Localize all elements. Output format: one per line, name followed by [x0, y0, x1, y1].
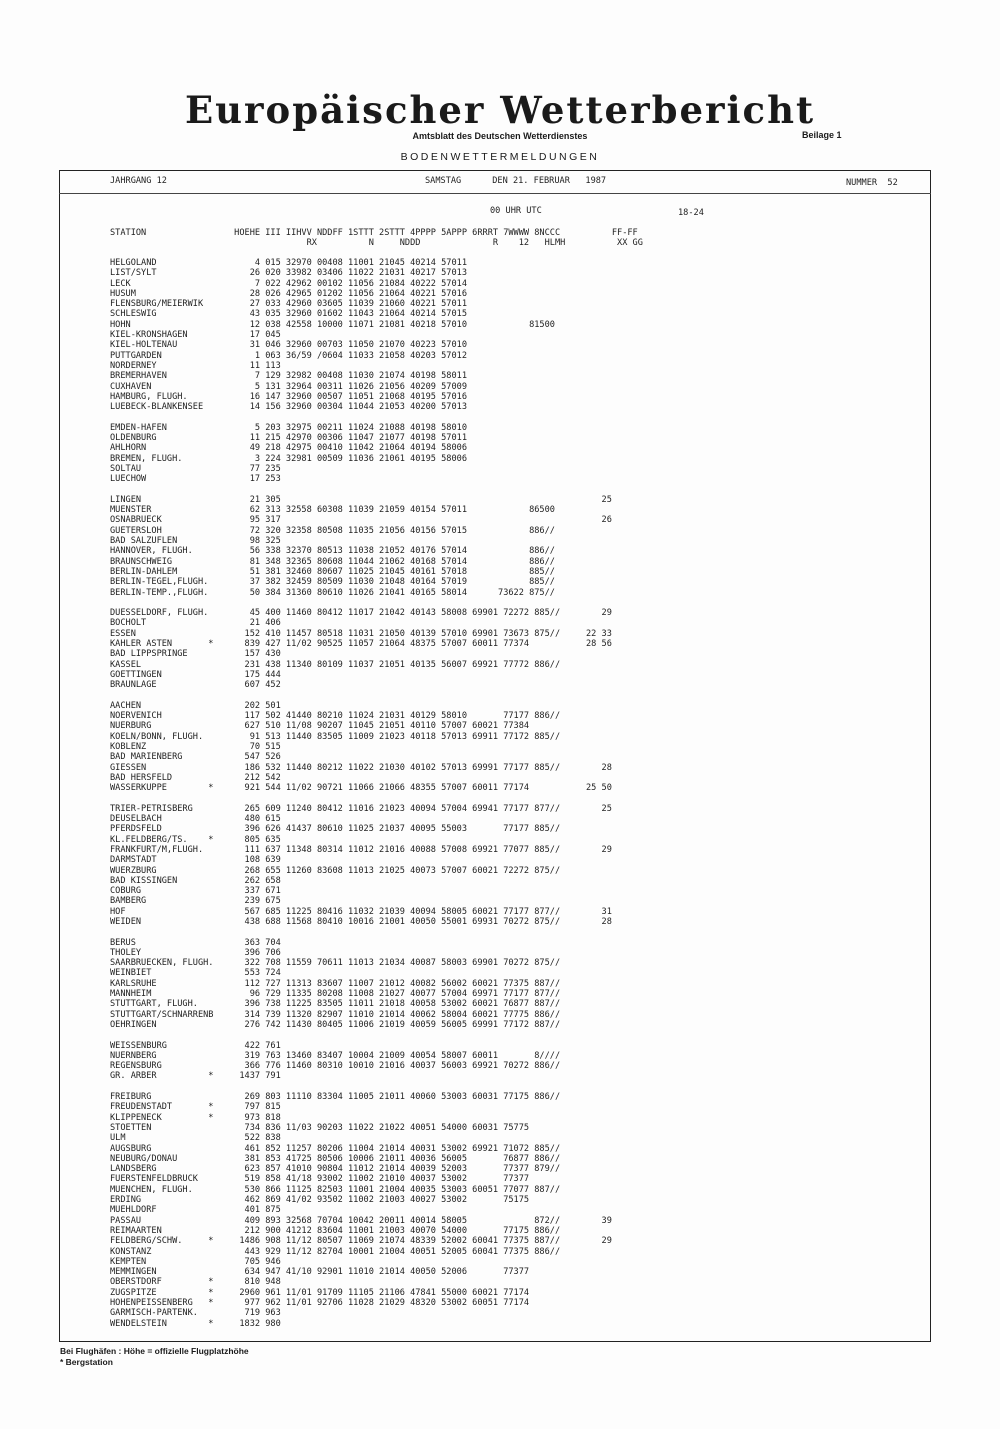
- station-row: ERDING 462 869 41/02 93502 11002 21003 40027 53002 75175: [110, 1195, 530, 1206]
- station-row: HOHN 12 038 42558 10000 11071 21081 40218 57010 81500: [110, 319, 555, 330]
- station-row: BERLIN-DAHLEM 51 381 32460 80607 11025 21045 40161 57018 885//: [110, 566, 555, 577]
- station-row: KIEL-HOLTENAU 31 046 32960 00703 11050 21070 40223 57010: [110, 340, 467, 351]
- station-row: TRIER-PETRISBERG 265 609 11240 80412 11016 21023 40094 57004 69941 77177 877// 25: [110, 803, 612, 814]
- station-row: SAARBRUECKEN, FLUGH. 322 708 11559 70611 11013 21034 40087 58003 69901 70272 875//: [110, 958, 561, 969]
- station-row: MANNHEIM 96 729 11335 80208 11008 21027 40077 57004 69971 77177 877//: [110, 989, 561, 1000]
- station-row: WEISSENBURG 422 761: [110, 1040, 281, 1051]
- station-row: KARLSRUHE 112 727 11313 83607 11007 21012 40082 56002 60021 77375 887//: [110, 978, 561, 989]
- station-row: KEMPTEN 705 946: [110, 1256, 281, 1267]
- group-spacer: [110, 1082, 612, 1092]
- station-row: OLDENBURG 11 215 42970 00306 11047 21077 40198 57011: [110, 433, 467, 444]
- column-header-row-2: RX N NDDD R 12 HLMH XX GG: [110, 238, 643, 248]
- station-row: LANDSBERG 623 857 41010 90804 11012 21014 40039 52003 77377 879//: [110, 1164, 561, 1175]
- station-row: WASSERKUPPE * 921 544 11/02 90721 11066 21066 48355 57007 60011 77174 25 50: [110, 783, 612, 794]
- station-row: KONSTANZ 443 929 11/12 82704 10001 21004 40051 52005 60041 77375 886//: [110, 1246, 561, 1257]
- station-row: OEHRINGEN 276 742 11430 80405 11006 21019 40059 56005 69991 77172 887//: [110, 1019, 561, 1030]
- station-row: KLIPPENECK * 973 818: [110, 1112, 281, 1123]
- station-row: BREMEN, FLUGH. 3 224 32981 00509 11036 21061 40195 58006: [110, 453, 467, 464]
- station-row: HELGOLAND 4 015 32970 00408 11001 21045 40214 57011: [110, 258, 467, 268]
- station-row: BERLIN-TEMP.,FLUGH. 50 384 31360 80610 11026 21041 40165 58014 73622 875//: [110, 587, 555, 598]
- station-row: AACHEN 202 501: [110, 700, 281, 711]
- date-label: SAMSTAG DEN 21. FEBRUAR 1987: [425, 176, 607, 186]
- station-row: BAD HERSFELD 212 542: [110, 772, 281, 783]
- station-row: KAHLER ASTEN * 839 427 11/02 90525 11057 21064 48375 57007 60011 77374 28 56: [110, 638, 612, 649]
- station-row: NORDERNEY 11 113: [110, 360, 281, 371]
- station-row: GARMISCH-PARTENK. 719 963: [110, 1308, 281, 1319]
- station-row: LUEBECK-BLANKENSEE 14 156 32960 00304 11044 21053 40200 57013: [110, 402, 467, 413]
- station-row: WEIDEN 438 688 11568 80410 10016 21001 40050 55001 69931 70272 875// 28: [110, 917, 612, 927]
- station-row: FREIBURG 269 803 11110 83304 11005 21011 40060 53003 60031 77175 886//: [110, 1092, 561, 1103]
- column-header-row-1: STATION HOEHE III IIHVV NDDFF 1STTT 2STTT 4PPPP 5APPP 6RRRT 7WWWW 8NCCC FF-FF: [110, 228, 638, 238]
- station-row: FREUDENSTADT * 797 815: [110, 1102, 281, 1113]
- station-row: KOELN/BONN, FLUGH. 91 513 11440 83505 11009 21023 40118 57013 69911 77172 885//: [110, 731, 561, 742]
- group-spacer: [110, 1030, 612, 1040]
- station-row: NUERNBERG 319 763 13460 83407 10004 21009 40054 58007 60011 8////: [110, 1050, 561, 1061]
- station-row: BAD SALZUFLEN 98 325: [110, 536, 281, 547]
- supplement-label: Beilage 1: [802, 130, 842, 140]
- station-row: WENDELSTEIN * 1832 980: [110, 1318, 281, 1329]
- gust-period-label: 18-24: [678, 208, 704, 218]
- group-spacer: [110, 412, 612, 422]
- station-row: GUETERSLOH 72 320 32358 80508 11035 21056 40156 57015 886//: [110, 525, 555, 536]
- station-row: COBURG 337 671: [110, 886, 281, 897]
- station-row: BERUS 363 704: [110, 937, 281, 948]
- section-heading: BODENWETTERMELDUNGEN: [400, 151, 600, 163]
- station-row: FELDBERG/SCHW. * 1486 908 11/12 80507 11069 21074 48339 52002 60041 77375 887// 29: [110, 1236, 612, 1247]
- station-row: HUSUM 28 026 42965 01202 11056 21064 40221 57016: [110, 288, 467, 299]
- station-row: GOETTINGEN 175 444: [110, 669, 281, 680]
- station-row: LECK 7 022 42962 00102 11056 21084 40222 57014: [110, 278, 467, 289]
- header-divider: [59, 193, 931, 194]
- station-row: WUERZBURG 268 655 11260 83608 11013 21025 40073 57007 60021 72272 875//: [110, 865, 561, 876]
- station-row: HOHENPEISSENBERG * 977 962 11/01 92706 11028 21029 48320 53002 60051 77174: [110, 1297, 530, 1308]
- station-row: KASSEL 231 438 11340 80109 11037 21051 40135 56007 69921 77772 886//: [110, 659, 561, 670]
- station-row: BRAUNSCHWEIG 81 348 32365 80608 11044 21062 40168 57014 886//: [110, 556, 555, 567]
- station-row: FLENSBURG/MEIERWIK 27 033 42960 03605 11039 21060 40221 57011: [110, 299, 467, 310]
- station-row: NUERBURG 627 510 11/08 90207 11045 21051 40110 57007 60021 77384: [110, 721, 530, 732]
- page-subtitle: Amtsblatt des Deutschen Wetterdienstes: [412, 131, 588, 141]
- station-row: THOLEY 396 706: [110, 947, 281, 958]
- station-row: AUGSBURG 461 852 11257 80206 11004 21014 40031 53002 69921 71072 885//: [110, 1143, 561, 1154]
- station-row: ESSEN 152 410 11457 80518 11031 21050 40139 57010 69901 73673 875// 22 33: [110, 628, 612, 639]
- station-row: KL.FELDBERG/TS. * 805 635: [110, 834, 281, 845]
- station-row: STUTTGART, FLUGH. 396 738 11225 83505 11011 21018 40058 53002 60021 76877 887//: [110, 999, 561, 1010]
- station-row: KIEL-KRONSHAGEN 17 045: [110, 330, 281, 341]
- station-row: ULM 522 838: [110, 1133, 281, 1144]
- station-row: MUENCHEN, FLUGH. 530 866 11125 82503 11001 21004 40035 53003 60051 77077 887//: [110, 1184, 561, 1195]
- station-row: BAD LIPPSPRINGE 157 430: [110, 649, 281, 660]
- station-row: GIESSEN 186 532 11440 80212 11022 21030 40102 57013 69991 77177 885// 28: [110, 762, 612, 773]
- station-row: MUEHLDORF 401 875: [110, 1205, 281, 1216]
- group-spacer: [110, 793, 612, 803]
- station-row: MUENSTER 62 313 32558 60308 11039 21059 40154 57011 86500: [110, 505, 555, 516]
- station-row: MEMMINGEN 634 947 41/10 92901 11010 21014 40050 52006 77377: [110, 1267, 530, 1278]
- station-row: WEINBIET 553 724: [110, 968, 281, 979]
- group-spacer: [110, 690, 612, 700]
- station-row: BAD MARIENBERG 547 526: [110, 752, 281, 763]
- footnote-mountain-station: * Bergstation: [60, 1357, 113, 1367]
- station-row: EMDEN-HAFEN 5 203 32975 00211 11024 21088 40198 58010: [110, 422, 467, 433]
- station-row: DEUSELBACH 480 615: [110, 814, 281, 825]
- station-row: NEUBURG/DONAU 381 853 41725 80506 10006 21011 40036 56005 76877 886//: [110, 1153, 561, 1164]
- station-row: SOLTAU 77 235: [110, 463, 281, 474]
- station-row: BREMERHAVEN 7 129 32982 00408 11030 21074 40198 58011: [110, 371, 467, 382]
- station-row: OBERSTDORF * 810 948: [110, 1277, 281, 1288]
- station-row: LIST/SYLT 26 020 33982 03406 11022 21031 40217 57013: [110, 268, 467, 279]
- group-spacer: [110, 927, 612, 937]
- station-row: PFERDSFELD 396 626 41437 80610 11025 21037 40095 55003 77177 885//: [110, 824, 561, 835]
- station-row: BAD KISSINGEN 262 658: [110, 875, 281, 886]
- station-row: LINGEN 21 305 25: [110, 494, 612, 505]
- station-row: BOCHOLT 21 406: [110, 618, 281, 629]
- station-row: LUECHOW 17 253: [110, 474, 281, 485]
- station-row: STUTTGART/SCHNARRENB 314 739 11320 82907 11010 21014 40062 58004 60021 77775 886//: [110, 1009, 561, 1020]
- group-spacer: [110, 485, 612, 495]
- station-row: OSNABRUECK 95 317 26: [110, 515, 612, 526]
- station-row: BERLIN-TEGEL,FLUGH. 37 382 32459 80509 11030 21048 40164 57019 885//: [110, 577, 555, 588]
- station-row: SCHLESWIG 43 035 32960 01602 11043 21064 40214 57015: [110, 309, 467, 320]
- station-row: BAMBERG 239 675: [110, 896, 281, 907]
- station-row: HANNOVER, FLUGH. 56 338 32370 80513 11038 21052 40176 57014 886//: [110, 546, 555, 557]
- station-row: DUESSELDORF, FLUGH. 45 400 11460 80412 11017 21042 40143 58008 69901 72272 885// 29: [110, 608, 612, 619]
- group-spacer: [110, 598, 612, 608]
- station-row: STOETTEN 734 836 11/03 90203 11022 21022 40051 54000 60031 75775: [110, 1122, 530, 1133]
- volume-label: JAHRGANG 12: [110, 176, 167, 186]
- observation-time: 00 UHR UTC: [490, 206, 542, 216]
- station-row: HOF 567 685 11225 80416 11032 21039 40094 58005 60021 77177 877// 31: [110, 906, 612, 917]
- footnote-airports: Bei Flughäfen : Höhe = offizielle Flugplatzhöhe: [60, 1346, 249, 1356]
- station-row: BRAUNLAGE 607 452: [110, 680, 281, 691]
- station-row: HAMBURG, FLUGH. 16 147 32960 00507 11051 21068 40195 57016: [110, 391, 467, 402]
- station-row: FUERSTENFELDBRUCK 519 858 41/18 93002 11002 21010 40037 53002 77377: [110, 1174, 530, 1185]
- station-row: FRANKFURT/M,FLUGH. 111 637 11348 80314 11012 21016 40088 57008 69921 77077 885// 29: [110, 844, 612, 855]
- station-row: KOBLENZ 70 515: [110, 741, 281, 752]
- station-row: AHLHORN 49 218 42975 00410 11042 21064 40194 58006: [110, 443, 467, 454]
- station-row: REIMAARTEN 212 900 41212 83604 11001 21003 40070 54000 77175 886//: [110, 1225, 561, 1236]
- station-row: CUXHAVEN 5 131 32964 00311 11026 21056 40209 57009: [110, 381, 467, 392]
- station-row: PASSAU 409 893 32568 70704 10042 20011 40014 58005 872// 39: [110, 1215, 612, 1226]
- station-row: ZUGSPITZE * 2960 961 11/01 91709 11105 21106 47841 55000 60021 77174: [110, 1287, 530, 1298]
- station-row: DARMSTADT 108 639: [110, 855, 281, 866]
- station-row: REGENSBURG 366 776 11460 80310 10010 21016 40037 56003 69921 70272 886//: [110, 1061, 561, 1072]
- page-title: Europäischer Wetterbericht: [184, 88, 816, 132]
- station-row: GR. ARBER * 1437 791: [110, 1071, 281, 1082]
- station-row: NOERVENICH 117 502 41440 80210 11024 21031 40129 58010 77177 886//: [110, 711, 561, 722]
- station-row: PUTTGARDEN 1 063 36/59 /0604 11033 21058 40203 57012: [110, 350, 467, 361]
- station-table: [110, 258, 612, 1329]
- issue-number: NUMMER 52: [846, 178, 898, 188]
